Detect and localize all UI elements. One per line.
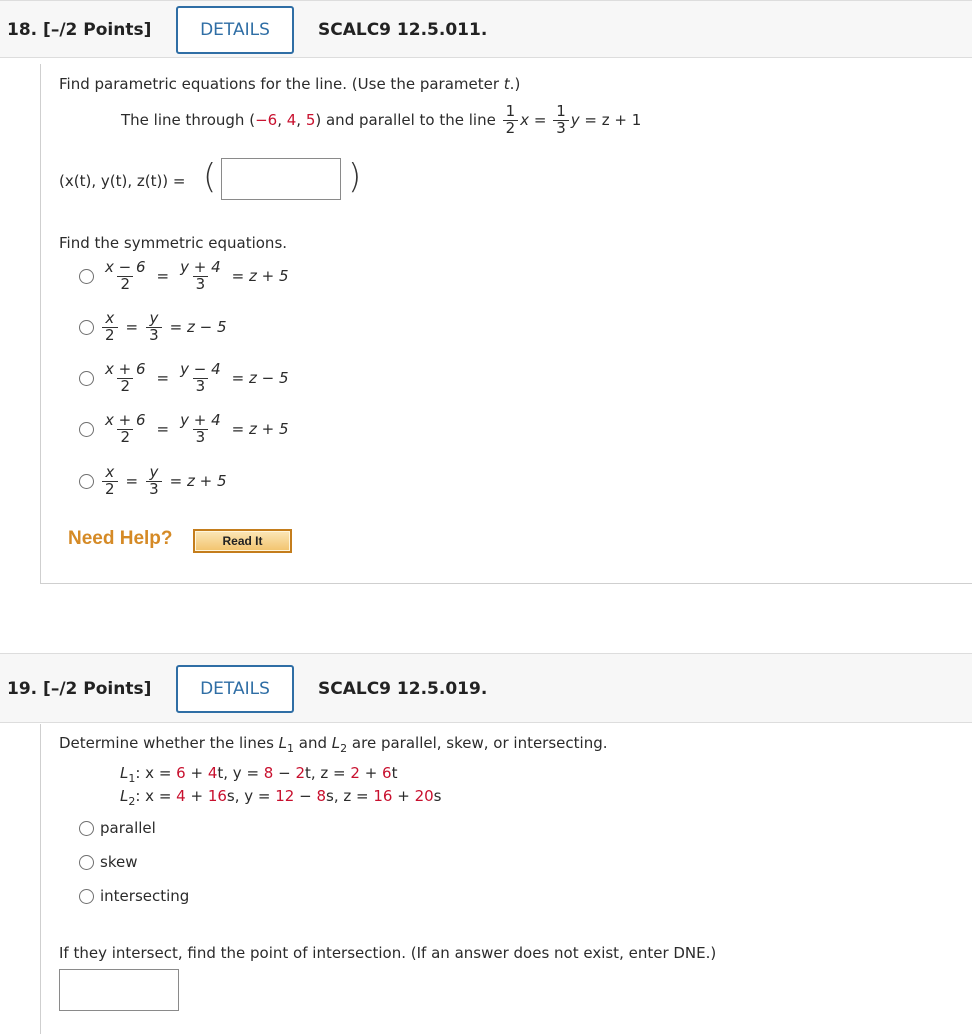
radio-button[interactable] — [79, 474, 94, 489]
radio-button[interactable] — [79, 889, 94, 904]
fraction: $\frac{1}{2}$ — [503, 104, 519, 137]
question-18-header — [0, 0, 972, 58]
radio-button[interactable] — [79, 269, 94, 284]
fraction: $\frac{x}{2}$ — [102, 311, 118, 344]
symmetric-option-2[interactable]: $\frac{x}{2}$ = $\frac{y}{3}$ = z − 5 — [79, 311, 227, 344]
q18-line-description: The line through ( −6 , 4 , 5 ) and parallel to the line $\frac{1}{2}$ x = $\frac{1}{3}$ y = z + 1 — [121, 102, 642, 137]
left-paren: ( — [203, 157, 217, 197]
fraction: $\frac{x}{2}$ — [102, 465, 118, 498]
symmetric-option-5[interactable]: $\frac{x}{2}$ = $\frac{y}{3}$ = z + 5 — [79, 465, 227, 498]
choice-parallel[interactable]: parallel — [79, 819, 156, 837]
symmetric-option-3[interactable]: $\frac{x + 6}{2}$ = $\frac{y - 4}{3}$ = z − 5 — [79, 362, 289, 395]
parametric-label: (x(t), y(t), z(t)) = — [59, 172, 186, 190]
fraction: $\frac{x + 6}{2}$ — [105, 360, 146, 395]
radio-button[interactable] — [79, 320, 94, 335]
radio-button[interactable] — [79, 855, 94, 870]
symmetric-option-1[interactable]: $\frac{x - 6}{2}$ = $\frac{y + 4}{3}$ = z + 5 — [79, 260, 289, 293]
question-18-code: SCALC9 12.5.011. — [318, 20, 488, 40]
details-button-18[interactable]: DETAILS — [176, 6, 294, 54]
intersection-answer-input[interactable] — [59, 969, 179, 1011]
intersection-prompt: If they intersect, find the point of intersection. (If an answer does not exist, enter DNE.) — [59, 944, 717, 962]
read-it-button[interactable]: Read It — [193, 529, 292, 553]
fraction: $\frac{y}{3}$ — [146, 311, 162, 344]
line-l1-equation: $L_1$: x = 6 + 4t, y = 8 − 2t, z = 2 + 6t — [120, 764, 398, 785]
parametric-answer-input[interactable] — [221, 158, 341, 200]
fraction: $\frac{x - 6}{2}$ — [105, 258, 146, 293]
fraction: $\frac{1}{3}$ — [553, 104, 569, 137]
question-19-header — [0, 653, 972, 723]
symmetric-option-4[interactable]: $\frac{x + 6}{2}$ = $\frac{y + 4}{3}$ = z + 5 — [79, 413, 289, 446]
q19-prompt: Determine whether the lines $L_1$ and $L_2$ are parallel, skew, or intersecting. — [59, 734, 608, 755]
details-button-19[interactable]: DETAILS — [176, 665, 294, 713]
q18-prompt: Find parametric equations for the line. (Use the parameter t.) — [59, 75, 521, 93]
need-help-label: Need Help? — [68, 528, 173, 549]
fraction: $\frac{y}{3}$ — [146, 465, 162, 498]
fraction: $\frac{y + 4}{3}$ — [180, 411, 221, 446]
symmetric-prompt: Find the symmetric equations. — [59, 234, 288, 252]
right-paren: ) — [348, 157, 362, 197]
fraction: $\frac{y + 4}{3}$ — [180, 258, 221, 293]
line-l2-equation: $L_2$: x = 4 + 16s, y = 12 − 8s, z = 16 + 20s — [120, 787, 442, 808]
question-19-code: SCALC9 12.5.019. — [318, 679, 488, 699]
radio-button[interactable] — [79, 821, 94, 836]
fraction: $\frac{x + 6}{2}$ — [105, 411, 146, 446]
question-18-number: 18. [–/2 Points] — [7, 20, 152, 40]
fraction: $\frac{y - 4}{3}$ — [180, 360, 221, 395]
choice-intersecting[interactable]: intersecting — [79, 887, 189, 905]
choice-skew[interactable]: skew — [79, 853, 137, 871]
radio-button[interactable] — [79, 371, 94, 386]
radio-button[interactable] — [79, 422, 94, 437]
question-19-number: 19. [–/2 Points] — [7, 679, 152, 699]
